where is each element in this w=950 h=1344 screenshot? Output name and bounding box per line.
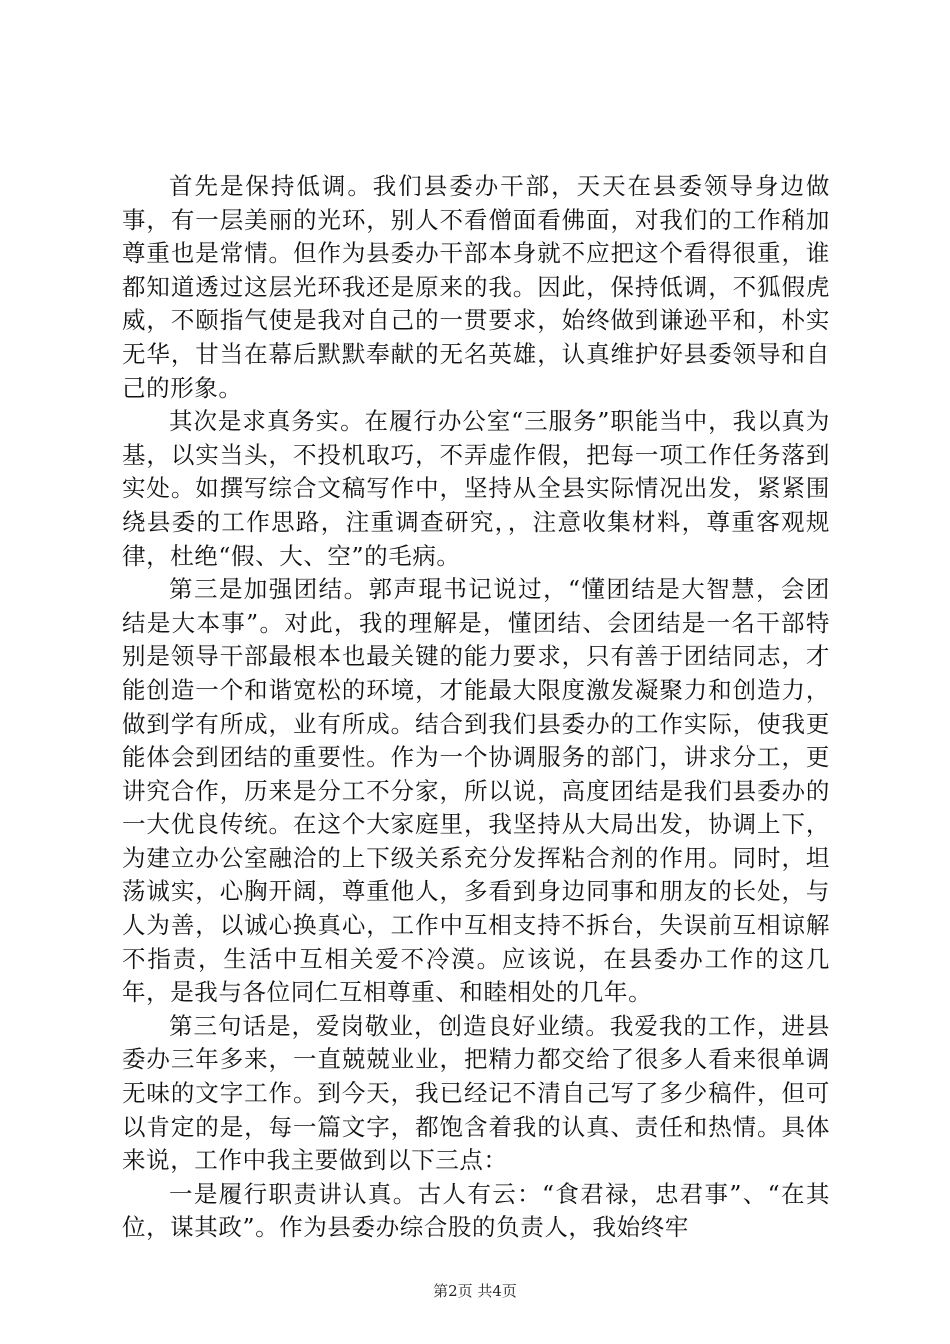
paragraph-seek-truth: 其次是求真务实。在履行办公室“三服务”职能当中，我以真为基，以实当头，不投机取巧，不弄虚作假，把每一项工作任务落到实处。如撰写综合文稿写作中，坚持从全县实际情况出发，紧紧围绕县委的工作思路，注重调查研究，，注意收集材料，尊重客观规律，杜绝“假、大、空”的毛病。 bbox=[122, 407, 830, 570]
page-number-footer: 第2页 共4页 bbox=[433, 1282, 517, 1300]
paragraph-perform-duties: 一是履行职责讲认真。古人有云：“食君禄，忠君事”、“在其位，谋其政”。作为县委办综合股的负责人，我始终牢 bbox=[122, 1179, 830, 1242]
paragraph-strengthen-unity: 第三是加强团结。郭声琨书记说过，“懂团结是大智慧，会团结是大本事”。对此，我的理解是，懂团结、会团结是一名干部特别是领导干部最根本也最关键的能力要求，只有善于团结同志，才能创造一个和谐宽松的环境，才能最大限度激发凝聚力和创造力，做到学有所成，业有所成。结合到我们县委办的工作实际，使我更能体会到团结的重要性。作为一个协调服务的部门，讲求分工，更讲究合作，历来是分工不分家，所以说，高度团结是我们县委办的一大优良传统。在这个大家庭里，我坚持从大局出发，协调上下，为建立办公室融洽的上下级关系充分发挥粘合剂的作用。同时，坦荡诚实，心胸开阔，尊重他人，多看到身边同事和朋友的长处，与人为善，以诚心换真心，工作中互相支持不拆台，失误前互相谅解不指责，生活中互相关爱不冷漠。应该说，在县委办工作的这几年，是我与各位同仁互相尊重、和睦相处的几年。 bbox=[122, 575, 830, 1007]
paragraph-love-work: 第三句话是，爱岗敬业，创造良好业绩。我爱我的工作，进县委办三年多来，一直兢兢业业，把精力都交给了很多人看来很单调无味的文字工作。到今天，我已经记不清自己写了多少稿件，但可以肯定的是，每一篇文字，都饱含着我的认真、责任和热情。具体来说，工作中我主要做到以下三点： bbox=[122, 1011, 830, 1175]
document-body bbox=[122, 170, 830, 1245]
paragraph-maintain-low-profile: 首先是保持低调。我们县委办干部，天天在县委领导身边做事，有一层美丽的光环，别人不看僧面看佛面，对我们的工作稍加尊重也是常情。但作为县委办干部本身就不应把这个看得很重，谁都知道透过这层光环我还是原来的我。因此，保持低调，不狐假虎威，不颐指气使是我对自己的一贯要求，始终做到谦逊平和，朴实无华，甘当在幕后默默奉献的无名英雄，认真维护好县委领导和自己的形象。 bbox=[122, 172, 830, 402]
